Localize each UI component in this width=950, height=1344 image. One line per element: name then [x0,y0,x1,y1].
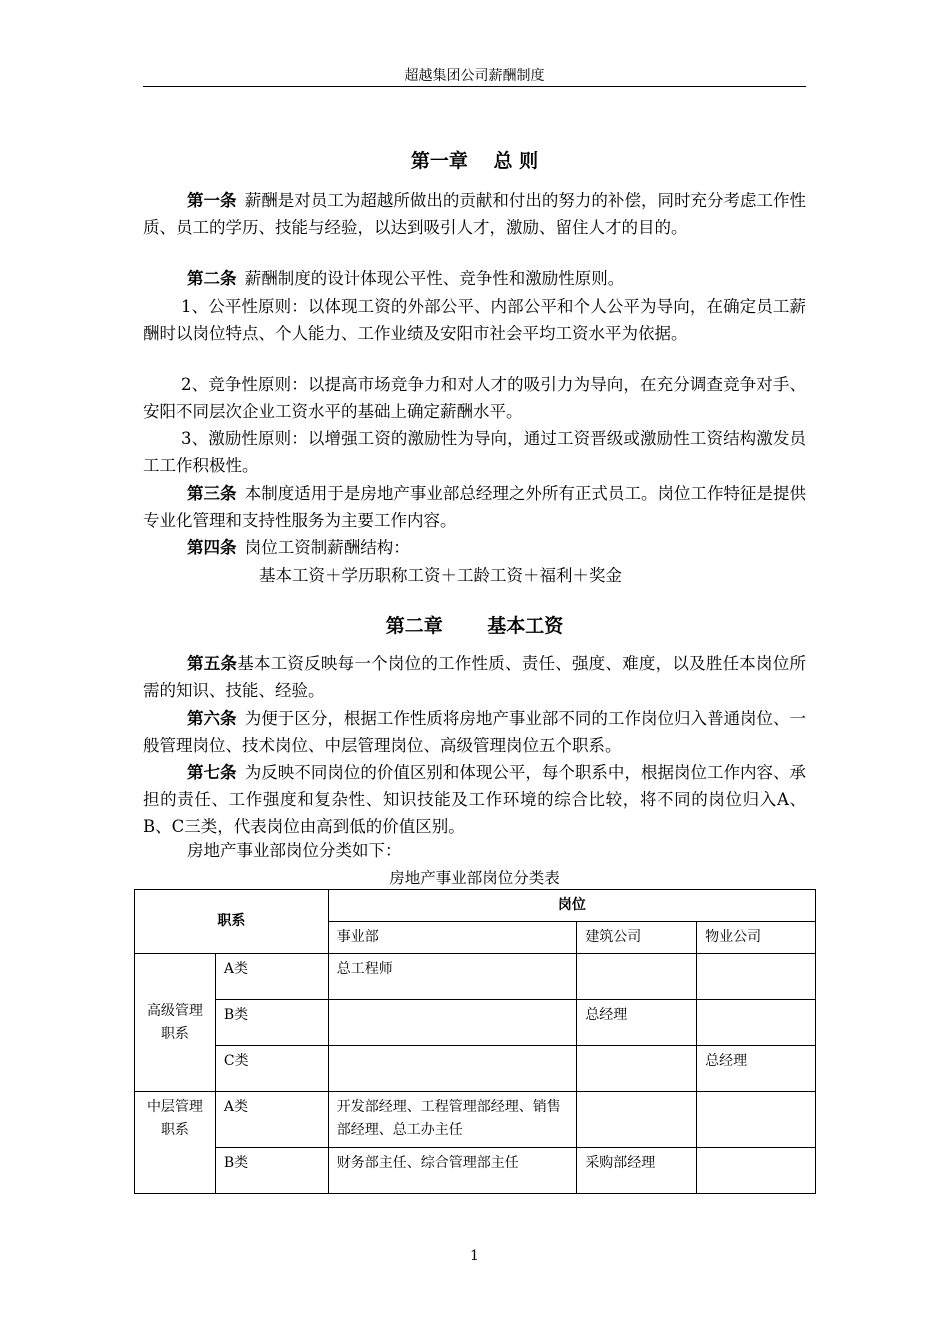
construction-cell [577,1046,697,1092]
table-row [135,1148,816,1194]
class-cell: B类 [215,1000,328,1046]
table-row [135,1000,816,1046]
header-divider [143,86,806,87]
post-classification-table [134,889,816,1194]
business-cell: 总工程师 [328,954,577,1000]
class-cell: C类 [215,1046,328,1092]
construction-cell: 采购部经理 [577,1148,697,1194]
construction-cell: 总经理 [577,1000,697,1046]
property-cell [697,1000,816,1046]
article-6-text: 为便于区分，根据工作性质将房地产事业部不同的工作岗位归入普通岗位、一般管理岗位、技术岗位、中层管理岗位、高级管理岗位五个职系。 [143,709,807,755]
article-2 [143,265,806,292]
header-series: 职系 [135,890,329,954]
salary-formula: 基本工资＋学历职称工资＋工龄工资＋福利＋奖金 [259,566,622,585]
property-cell [697,1092,816,1148]
classification-intro: 房地产事业部岗位分类如下： [187,841,402,860]
table-caption: 房地产事业部岗位分类表 [389,869,560,887]
business-cell [328,1000,577,1046]
class-cell: B类 [215,1148,328,1194]
table-row [135,954,816,1000]
page-header: 超越集团公司薪酬制度 [404,68,545,84]
series-senior: 高级管理职系 [135,954,216,1092]
chapter-2-title: 第二章 基本工资 [385,615,564,637]
article-4-label: 第四条 [187,538,237,557]
article-6-label: 第六条 [187,709,237,728]
property-cell [697,954,816,1000]
article-1-label: 第一条 [187,191,237,210]
article-2-text: 薪酬制度的设计体现公平性、竞争性和激励性原则。 [244,269,625,288]
article-4 [143,534,806,561]
principle-incentive: 3、激励性原则：以增强工资的激励性为导向，通过工资晋级或激励性工资结构激发员工工作积极性。 [143,429,806,475]
header-post: 岗位 [328,890,815,922]
article-6 [143,705,806,759]
article-7-label: 第七条 [187,763,237,782]
series-middle: 中层管理职系 [135,1092,216,1194]
article-3 [143,480,806,534]
principle-competitiveness: 2、竞争性原则：以提高市场竞争力和对人才的吸引力为导向，在充分调查竞争对手、安阳不同层次企业工资水平的基础上确定薪酬水平。 [143,375,806,421]
col-construction: 建筑公司 [577,922,697,954]
chapter-1-title: 第一章 总 则 [410,150,539,172]
property-cell: 总经理 [697,1046,816,1092]
article-5-label: 第五条 [187,654,238,673]
construction-cell [577,954,697,1000]
article-3-text: 本制度适用于是房地产事业部总经理之外所有正式员工。岗位工作特征是提供专业化管理和支持性服务为主要工作内容。 [143,484,807,530]
article-1 [143,187,806,241]
col-business: 事业部 [328,922,577,954]
construction-cell [577,1092,697,1148]
property-cell [697,1148,816,1194]
table-row [135,1046,816,1092]
article-7-text: 为反映不同岗位的价值区别和体现公平，每个职系中，根据岗位工作内容、承担的责任、工作强度和复杂性、知识技能及工作环境的综合比较，将不同的岗位归入A、B、C三类，代表岗位由高到低的价值区别。 [143,763,807,836]
class-cell: A类 [215,1092,328,1148]
business-cell [328,1046,577,1092]
article-1-text: 薪酬是对员工为超越所做出的贡献和付出的努力的补偿，同时充分考虑工作性质、员工的学历、技能与经验，以达到吸引人才，激励、留住人才的目的。 [143,191,807,237]
table-row [135,1092,816,1148]
page-number: 1 [470,1248,479,1264]
article-3-label: 第三条 [187,484,237,503]
business-cell: 开发部经理、工程管理部经理、销售部经理、总工办主任 [328,1092,577,1148]
table-header-row [135,890,816,922]
principle-fairness: 1、公平性原则：以体现工资的外部公平、内部公平和个人公平为导向，在确定员工薪酬时以岗位特点、个人能力、工作业绩及安阳市社会平均工资水平为依据。 [143,297,806,343]
article-2-label: 第二条 [187,269,237,288]
article-4-text: 岗位工资制薪酬结构： [244,538,410,557]
col-property: 物业公司 [697,922,816,954]
business-cell: 财务部主任、综合管理部主任 [328,1148,577,1194]
article-7 [143,759,806,840]
article-5 [143,650,806,704]
class-cell: A类 [215,954,328,1000]
article-5-text: 基本工资反映每一个岗位的工作性质、责任、强度、难度，以及胜任本岗位所需的知识、技能、经验。 [143,654,807,700]
